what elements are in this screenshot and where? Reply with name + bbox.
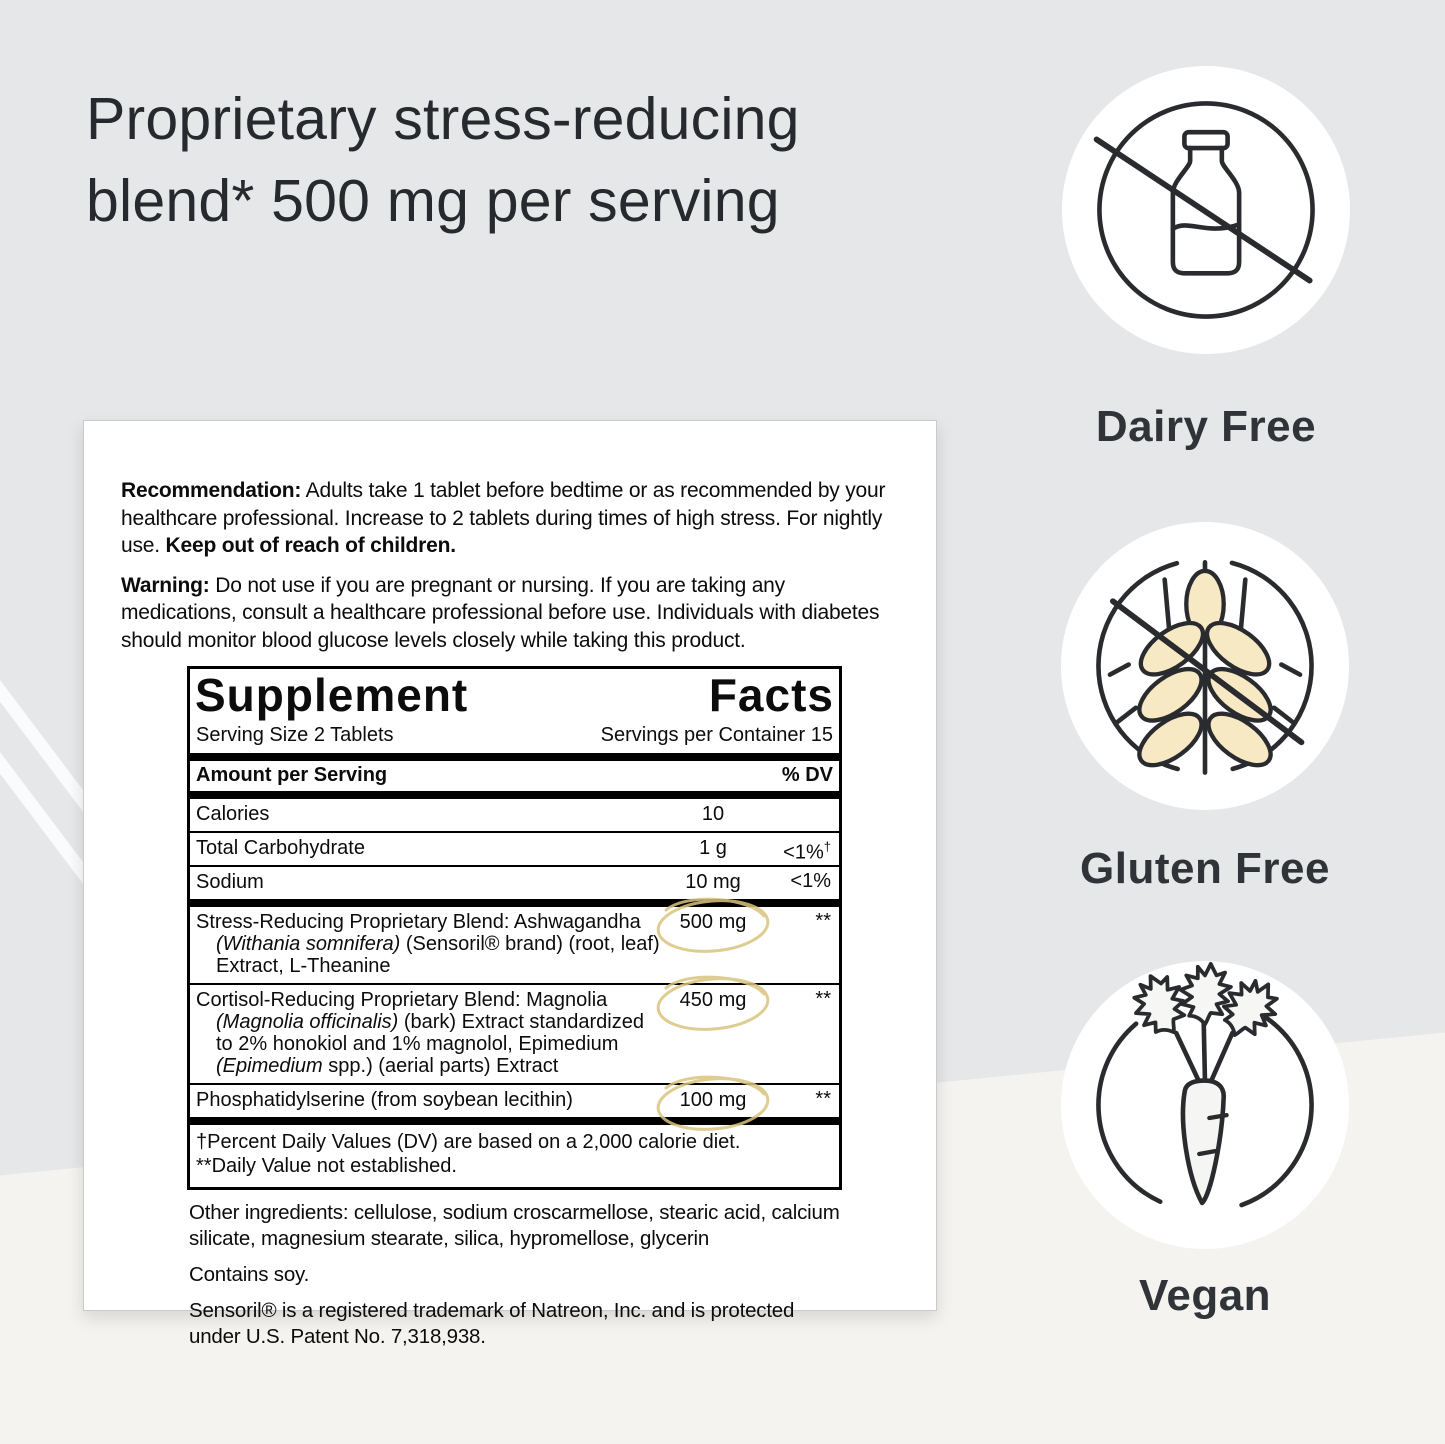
recommendation-paragraph [121, 477, 906, 560]
blend-line [196, 1089, 656, 1111]
vegan-carrot-icon [1061, 961, 1349, 1249]
blend-row [190, 985, 839, 1083]
contains-statement: Contains soy. [189, 1262, 310, 1286]
blend-text: Cortisol-Reducing Proprietary Blend: Magnolia [196, 988, 608, 1011]
servings-per-container: Servings per Container 15 [600, 723, 833, 746]
trademark-statement: Sensoril® is a registered trademark of Natreon, Inc. and is protected under U.S. Patent No. 7,318,938. [189, 1298, 795, 1348]
label-footer-text [121, 1200, 906, 1350]
warning-text: Do not use if you are pregnant or nursing. If you are taking any medications, consult a healthcare professional before use. Individuals with diabetes should monitor blood glucose levels closely while taking this product. [121, 573, 880, 652]
badge-dairy-free [1062, 66, 1350, 452]
other-ingredients: Other ingredients: cellulose, sodium croscarmellose, stearic acid, calcium silicate, magnesium stearate, silica, hypromellose, glycerin [189, 1200, 840, 1250]
supplement-facts-title: Supplement Facts [195, 669, 834, 721]
blend-text: (Magnolia officinalis) [216, 1010, 399, 1033]
blend-text: (Epimedium [216, 1054, 323, 1077]
thick-divider [190, 791, 839, 799]
recommendation-text: Adults take 1 tablet before bedtime or as recommended by your healthcare professional. Increase to 2 tablets during times of high stress. For nightly use. [121, 479, 886, 557]
blend-dv: ** [815, 987, 831, 1010]
thick-divider [190, 899, 839, 907]
thick-divider [190, 1117, 839, 1125]
nutrient-dv: <1%† [783, 838, 831, 864]
no-dairy-icon [1062, 66, 1350, 354]
badge-label-dairy-free: Dairy Free [1095, 402, 1317, 451]
nutrient-name: Sodium [196, 870, 264, 893]
nutrient-row [190, 867, 839, 899]
blend-line [196, 1055, 676, 1077]
page-title-line1: Proprietary stress-reducing [86, 86, 800, 152]
blend-line [196, 1033, 676, 1055]
blend-rows [190, 907, 839, 1117]
blend-line [196, 933, 676, 955]
footnote-not-established: **Daily Value not established. [196, 1154, 457, 1177]
amount-per-serving-header: Amount per Serving [196, 763, 388, 786]
blend-amount: 100 mg [679, 1088, 747, 1111]
nutrient-row [190, 833, 839, 865]
blend-amount: 500 mg [679, 910, 747, 933]
footnotes [190, 1125, 839, 1187]
nutrient-amount: 10 mg [685, 870, 741, 893]
nutrient-amount: 10 [701, 802, 725, 825]
blend-text: (bark) Extract standardized [398, 1010, 644, 1033]
thick-divider [190, 753, 839, 761]
nutrient-dv: <1% [790, 869, 831, 892]
nutrient-row [190, 799, 839, 831]
blend-line [196, 955, 676, 977]
blend-text: to 2% honokiol and 1% magnolol, Epimedium [216, 1032, 619, 1055]
blend-text: (Withania somnifera) [216, 932, 401, 955]
supplement-facts-panel [187, 666, 842, 1190]
recommendation-lead: Recommendation: [121, 479, 302, 502]
page-title-line2: blend* 500 mg per serving [86, 168, 780, 234]
blend-row [190, 1085, 839, 1117]
nutrient-name: Total Carbohydrate [196, 836, 365, 859]
blend-text: spp.) (aerial parts) Extract [322, 1054, 559, 1077]
recommendation-bold-tail: Keep out of reach of children. [165, 534, 456, 557]
serving-row [190, 720, 839, 753]
nutrient-rows [190, 799, 839, 899]
blend-text: Phosphatidylserine (from soybean lecithin) [196, 1088, 573, 1111]
badge-vegan [1061, 961, 1349, 1321]
blend-line [196, 1011, 676, 1033]
dv-header: % DV [781, 763, 833, 786]
badge-label-gluten-free: Gluten Free [1080, 844, 1330, 893]
blend-dv: ** [815, 1087, 831, 1110]
blend-text: Extract, L-Theanine [216, 954, 391, 977]
blend-line [196, 911, 656, 933]
warning-paragraph [121, 572, 906, 655]
blend-dv: ** [815, 909, 831, 932]
blend-amount: 450 mg [679, 988, 747, 1011]
blend-text: Stress-Reducing Proprietary Blend: Ashwagandha [196, 910, 641, 933]
blend-text: (Sensoril® brand) (root, leaf) [400, 932, 660, 955]
badge-gluten-free [1061, 522, 1349, 894]
page-title [86, 78, 800, 242]
no-gluten-icon [1061, 522, 1349, 810]
nutrient-amount: 1 g [699, 836, 727, 859]
badge-label-vegan: Vegan [1138, 1271, 1272, 1320]
nutrient-name: Calories [196, 802, 270, 825]
blend-line [196, 989, 656, 1011]
footnote-dv: †Percent Daily Values (DV) are based on a 2,000 calorie diet. [196, 1130, 741, 1153]
serving-size: Serving Size 2 Tablets [196, 723, 394, 746]
warning-lead: Warning: [121, 573, 210, 597]
blend-row [190, 907, 839, 983]
label-card [83, 420, 937, 1348]
column-header-row [190, 761, 839, 791]
